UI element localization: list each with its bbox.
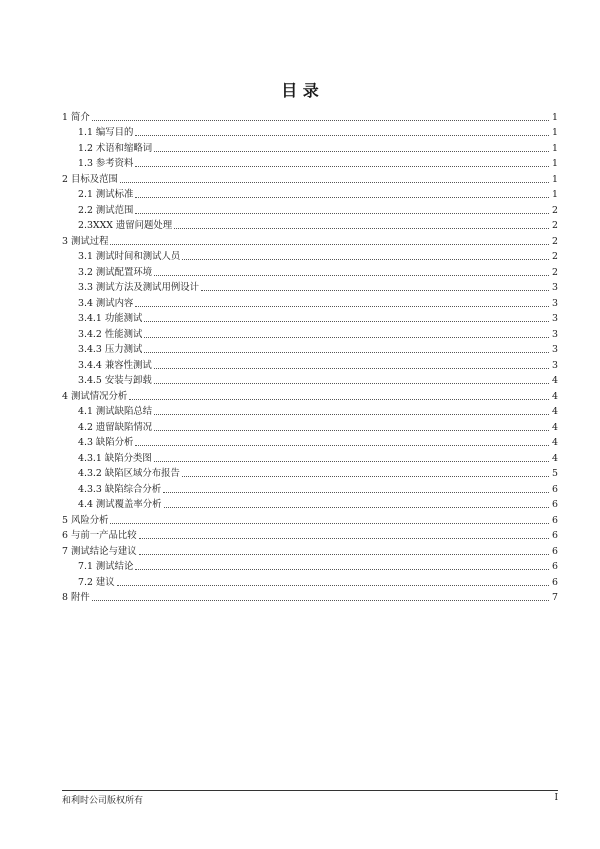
toc-entry-label: 7.1 测试结论 [78, 561, 134, 572]
toc-entry-label: 1.3 参考资料 [78, 158, 134, 169]
toc-entry-page: 3 [552, 344, 558, 355]
toc-entry[interactable] [62, 217, 558, 233]
page-title: 目 录 [281, 81, 319, 100]
toc-entry-page: 6 [552, 499, 558, 510]
toc-entry[interactable] [62, 589, 558, 605]
toc-entry-label: 4.2 遗留缺陷情况 [78, 421, 153, 433]
toc-entry[interactable] [62, 186, 558, 202]
toc-entry-label: 2.1 测试标准 [78, 189, 134, 200]
footer-page-number: I [554, 793, 558, 803]
toc-entry-label: 2.2 测试范围 [78, 204, 134, 216]
toc-entry-page: 6 [552, 576, 558, 588]
toc-entry-page: 6 [552, 530, 558, 541]
toc-entry-page: 4 [552, 406, 558, 417]
toc-leader-dots [135, 569, 549, 570]
toc-leader-dots [120, 182, 549, 183]
toc-entry-page: 7 [552, 592, 558, 603]
toc-entry[interactable] [62, 527, 558, 543]
toc-entry-label: 3.4.4 兼容性测试 [78, 359, 152, 371]
table-of-contents [62, 108, 558, 604]
toc-entry-label: 4.3.1 缺陷分类图 [78, 452, 152, 464]
toc-entry-page: 1 [552, 158, 558, 169]
toc-leader-dots [135, 306, 549, 307]
toc-entry[interactable] [62, 139, 558, 155]
toc-entry-label: 3.2 测试配置环境 [78, 266, 153, 278]
toc-leader-dots [164, 507, 549, 508]
toc-entry-page: 2 [552, 204, 558, 216]
toc-entry-label: 6 与前一产品比较 [62, 530, 137, 541]
toc-leader-dots [135, 197, 549, 198]
toc-entry-label: 4.4 测试覆盖率分析 [78, 499, 162, 510]
toc-entry-page: 3 [552, 297, 558, 309]
toc-leader-dots [135, 166, 549, 167]
toc-leader-dots [135, 445, 549, 446]
toc-entry-label: 1.1 编写目的 [78, 127, 134, 138]
toc-entry[interactable] [62, 418, 558, 434]
toc-entry-page: 4 [552, 452, 558, 464]
toc-entry-label: 1 简介 [62, 111, 90, 123]
toc-entry-page: 4 [552, 437, 558, 448]
toc-entry[interactable] [62, 511, 558, 527]
toc-entry[interactable] [62, 387, 558, 403]
toc-entry[interactable] [62, 542, 558, 558]
toc-entry[interactable] [62, 403, 558, 419]
toc-entry-page: 6 [552, 561, 558, 572]
toc-entry[interactable] [62, 108, 558, 124]
toc-entry-page: 4 [552, 375, 558, 386]
toc-entry-page: 3 [552, 359, 558, 371]
toc-entry-label: 4.1 测试缺陷总结 [78, 406, 153, 417]
toc-entry[interactable] [62, 372, 558, 388]
toc-entry-label: 3.4.1 功能测试 [78, 313, 143, 324]
toc-entry-page: 2 [552, 235, 558, 247]
toc-leader-dots [139, 538, 549, 539]
toc-leader-dots [182, 476, 549, 477]
toc-entry[interactable] [62, 248, 558, 264]
toc-entry-label: 3 测试过程 [62, 235, 109, 247]
toc-leader-dots [174, 228, 549, 229]
toc-leader-dots [201, 290, 549, 291]
toc-entry-label: 2 目标及范围 [62, 173, 118, 185]
toc-entry-page: 3 [552, 282, 558, 293]
toc-entry-page: 1 [552, 142, 558, 154]
toc-leader-dots [154, 430, 549, 431]
toc-entry[interactable] [62, 263, 558, 279]
toc-entry[interactable] [62, 310, 558, 326]
toc-entry-label: 5 风险分析 [62, 514, 109, 526]
toc-entry[interactable] [62, 480, 558, 496]
toc-leader-dots [135, 213, 549, 214]
toc-entry-label: 3.4.2 性能测试 [78, 328, 143, 340]
toc-leader-dots [154, 383, 549, 384]
toc-entry[interactable] [62, 124, 558, 140]
toc-entry-label: 3.3 测试方法及测试用例设计 [78, 282, 200, 293]
toc-entry[interactable] [62, 558, 558, 574]
toc-entry[interactable] [62, 232, 558, 248]
toc-leader-dots [144, 352, 549, 353]
toc-entry-page: 6 [552, 545, 558, 557]
toc-leader-dots [110, 523, 549, 524]
toc-entry[interactable] [62, 341, 558, 357]
toc-entry-page: 6 [552, 514, 558, 526]
toc-entry[interactable] [62, 434, 558, 450]
toc-entry-label: 4 测试情况分析 [62, 390, 128, 402]
toc-entry-page: 1 [552, 189, 558, 200]
toc-entry[interactable] [62, 170, 558, 186]
toc-entry-page: 1 [552, 111, 558, 123]
toc-leader-dots [182, 259, 549, 260]
toc-entry-label: 3.4.5 安装与卸载 [78, 375, 152, 386]
toc-entry[interactable] [62, 465, 558, 481]
toc-leader-dots [154, 275, 549, 276]
toc-entry-page: 4 [552, 390, 558, 402]
toc-leader-dots [154, 414, 549, 415]
toc-entry-label: 3.4.3 压力测试 [78, 344, 143, 355]
toc-entry-label: 1.2 术语和缩略词 [78, 142, 153, 154]
toc-entry[interactable] [62, 449, 558, 465]
toc-entry[interactable] [62, 356, 558, 372]
toc-entry-page: 2 [552, 266, 558, 278]
toc-entry-label: 7 测试结论与建议 [62, 545, 137, 557]
toc-leader-dots [154, 151, 549, 152]
toc-leader-dots [92, 600, 549, 601]
toc-entry-label: 3.4 测试内容 [78, 297, 134, 309]
toc-entry-label: 7.2 建议 [78, 576, 115, 588]
toc-leader-dots [163, 492, 549, 493]
toc-entry-page: 3 [552, 313, 558, 324]
page-footer [62, 790, 558, 806]
toc-entry[interactable] [62, 294, 558, 310]
toc-entry[interactable] [62, 201, 558, 217]
toc-leader-dots [92, 120, 549, 121]
toc-entry-page: 1 [552, 127, 558, 138]
toc-entry-label: 4.3.3 缺陷综合分析 [78, 483, 162, 495]
toc-entry-label: 3.1 测试时间和测试人员 [78, 251, 181, 262]
toc-entry[interactable] [62, 325, 558, 341]
toc-leader-dots [144, 321, 549, 322]
toc-leader-dots [154, 461, 549, 462]
toc-leader-dots [117, 585, 549, 586]
toc-entry-page: 2 [552, 220, 558, 231]
footer-copyright: 和利时公司版权所有 [62, 796, 144, 806]
toc-entry-page: 3 [552, 328, 558, 340]
toc-leader-dots [129, 399, 549, 400]
toc-entry[interactable] [62, 573, 558, 589]
toc-entry-page: 1 [552, 173, 558, 185]
toc-leader-dots [135, 135, 549, 136]
toc-leader-dots [110, 244, 549, 245]
toc-entry-page: 6 [552, 483, 558, 495]
toc-entry[interactable] [62, 155, 558, 171]
toc-entry-page: 5 [552, 468, 558, 479]
toc-leader-dots [154, 368, 549, 369]
toc-entry-label: 2.3XXX 遗留问题处理 [78, 220, 173, 231]
toc-entry-label: 8 附件 [62, 592, 90, 603]
toc-leader-dots [139, 554, 549, 555]
toc-entry[interactable] [62, 496, 558, 512]
toc-entry[interactable] [62, 279, 558, 295]
toc-entry-label: 4.3 缺陷分析 [78, 437, 134, 448]
toc-entry-page: 2 [552, 251, 558, 262]
toc-entry-label: 4.3.2 缺陷区域分布报告 [78, 468, 180, 479]
toc-leader-dots [144, 337, 549, 338]
toc-entry-page: 4 [552, 421, 558, 433]
